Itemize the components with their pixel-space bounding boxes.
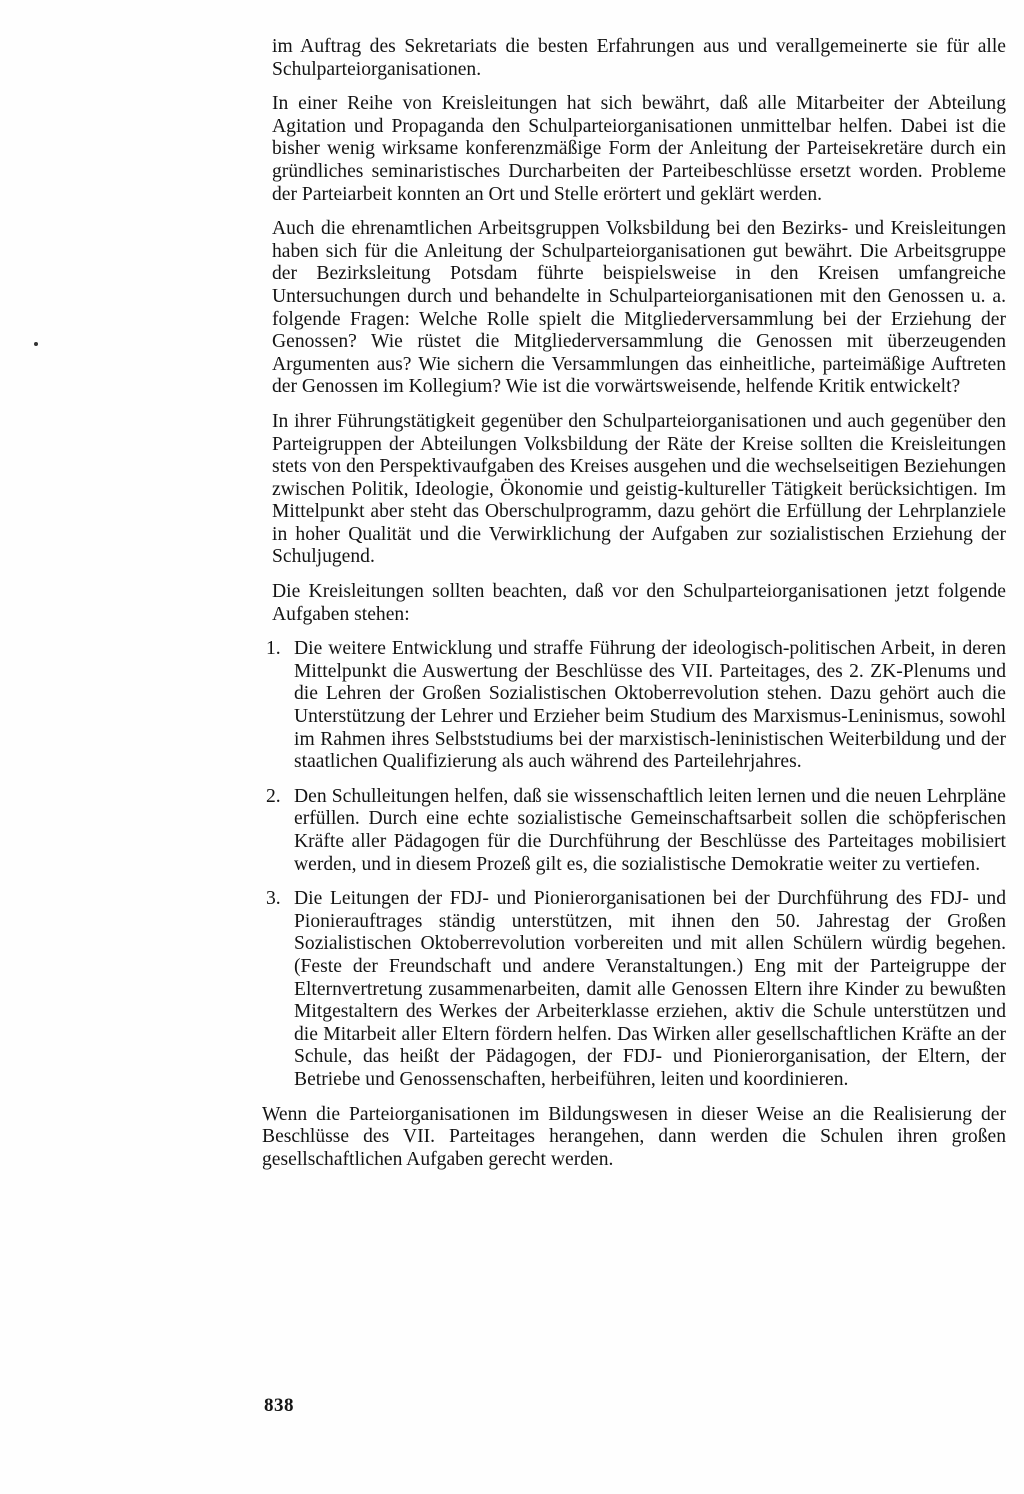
paragraph-aufgaben-intro: Die Kreisleitungen sollten beachten, daß vor den Schulparteiorganisationen jetzt folgende Aufgaben stehen:	[272, 581, 1006, 625]
list-item	[262, 786, 1006, 876]
paragraph-closing: Wenn die Parteiorganisationen im Bildungswesen in dieser Weise an die Realisierung der Beschlüsse des VII. Parteitages herangehen, dann werden die Schulen ihren großen gesellschaftlichen Aufgaben gerecht werden.	[262, 1103, 1006, 1170]
list-item-number: 1.	[266, 638, 281, 660]
list-item-number: 3.	[266, 888, 281, 910]
body-text	[262, 36, 1006, 1183]
list-item-text: Den Schulleitungen helfen, daß sie wissenschaftlich leiten lernen und die neuen Lehrpläne erfüllen. Durch eine echte sozialistische Gemeinschaftsarbeit sollen die schöpferischen Kräfte aller Pädagogen für die Durchführung der Beschlüsse des Parteitages mobilisiert werden, und in diesem Prozeß gilt es, die sozialistische Demokratie weiter zu vertiefen.	[294, 785, 1006, 875]
scan-speck	[34, 342, 38, 346]
task-list	[262, 638, 1006, 1091]
list-item-text: Die weitere Entwicklung und straffe Führung der ideologisch-politischen Arbeit, in deren Mittelpunkt die Auswertung der Beschlüsse des VII. Parteitages, des 2. ZK-Plenums und die Lehren der Großen Sozialistischen Oktoberrevolution stehen. Dazu gehört auch die Unterstützung der Lehrer und Erzieher beim Studium des Marxismus-Leninismus, sowohl im Rahmen ihres Selbststudiums bei der marxistisch-leninistischen Weiterbildung und der staatlichen Qualifizierung als auch während des Parteilehrjahres.	[294, 638, 1006, 773]
paragraph-fuehrungstaetigkeit: In ihrer Führungstätigkeit gegenüber den Schulparteiorganisationen und auch gegenüber den Parteigruppen der Abteilungen Volksbildung der Räte der Kreise sollten die Kreisleitungen stets von den Perspektivaufgaben des Kreises ausgehen und die wechselseitigen Beziehungen zwischen Politik, Ideologie, Ökonomie und geistig-kultureller Tätigkeit berücksichtigen. Im Mittelpunkt aber steht das Oberschulprogramm, dazu gehört die Erfüllung der Lehrplanziele in hoher Qualität und die Verwirklichung der Aufgaben zur sozialistischen Erziehung der Schuljugend.	[272, 410, 1006, 568]
list-item	[262, 638, 1006, 774]
paragraph-kreisleitungen: In einer Reihe von Kreisleitungen hat sich bewährt, daß alle Mitarbeiter der Abteilung Agitation und Propaganda den Schulparteiorganisationen unmittelbar helfen. Dabei ist die bisher wenig wirksame konferenzmäßige Form der Anleitung der Parteisekretäre durch ein gründliches seminaristisches Durcharbeiten der Parteibeschlüsse ersetzt worden. Probleme der Parteiarbeit konnten an Ort und Stelle erörtert und geklärt werden.	[272, 93, 1006, 205]
paragraph-arbeitsgruppen: Auch die ehrenamtlichen Arbeitsgruppen Volksbildung bei den Bezirks- und Kreisleitungen haben sich für die Anleitung der Schulparteiorganisationen gut bewährt. Die Arbeitsgruppe der Bezirksleitung Potsdam führte beispielsweise in den Kreisen umfangreiche Untersuchungen durch und behandelte in Schulparteiorganisationen mit den Genossen u. a. folgende Fragen: Welche Rolle spielt die Mitgliederversammlung bei der Erziehung der Genossen? Wie rüstet die Mitgliederversammlung die Genossen mit überzeugenden Argumenten aus? Wie sichern die Versammlungen das einheitliche, parteimäßige Auftreten der Genossen im Kollegium? Wie ist die vorwärtsweisende, helfende Kritik entwickelt?	[272, 218, 1006, 398]
list-item-text: Die Leitungen der FDJ- und Pionierorganisationen bei der Durchführung des FDJ- und Pionierauftrages ständig unterstützen, mit ihnen den 50. Jahrestag der Großen Sozialistischen Oktoberrevolution vorbereiten und mit allen Schülern würdig begehen. (Feste der Freundschaft und andere Veranstaltungen.) Eng mit der Parteigruppe der Elternvertretung zusammenarbeiten, damit alle Genossen Eltern ihre Kinder zu bewußten Mitgestaltern des Werkes der Arbeiterklasse erziehen, aktiv die Schule unterstützen und die Mitarbeit aller Eltern fördern helfen. Das Wirken aller gesellschaftlichen Kräfte an der Schule, das heißt der Pädagogen, der FDJ- und Pionierorganisation, der Eltern, der Betriebe und Genossenschaften, herbeiführen, leiten und koordinieren.	[294, 888, 1006, 1090]
page-number: 838	[264, 1395, 294, 1416]
paragraph-intro: im Auftrag des Sekretariats die besten Erfahrungen aus und verallgemeinerte sie für alle Schulparteiorganisationen.	[272, 36, 1006, 80]
list-item	[262, 888, 1006, 1091]
list-item-number: 2.	[266, 785, 281, 807]
